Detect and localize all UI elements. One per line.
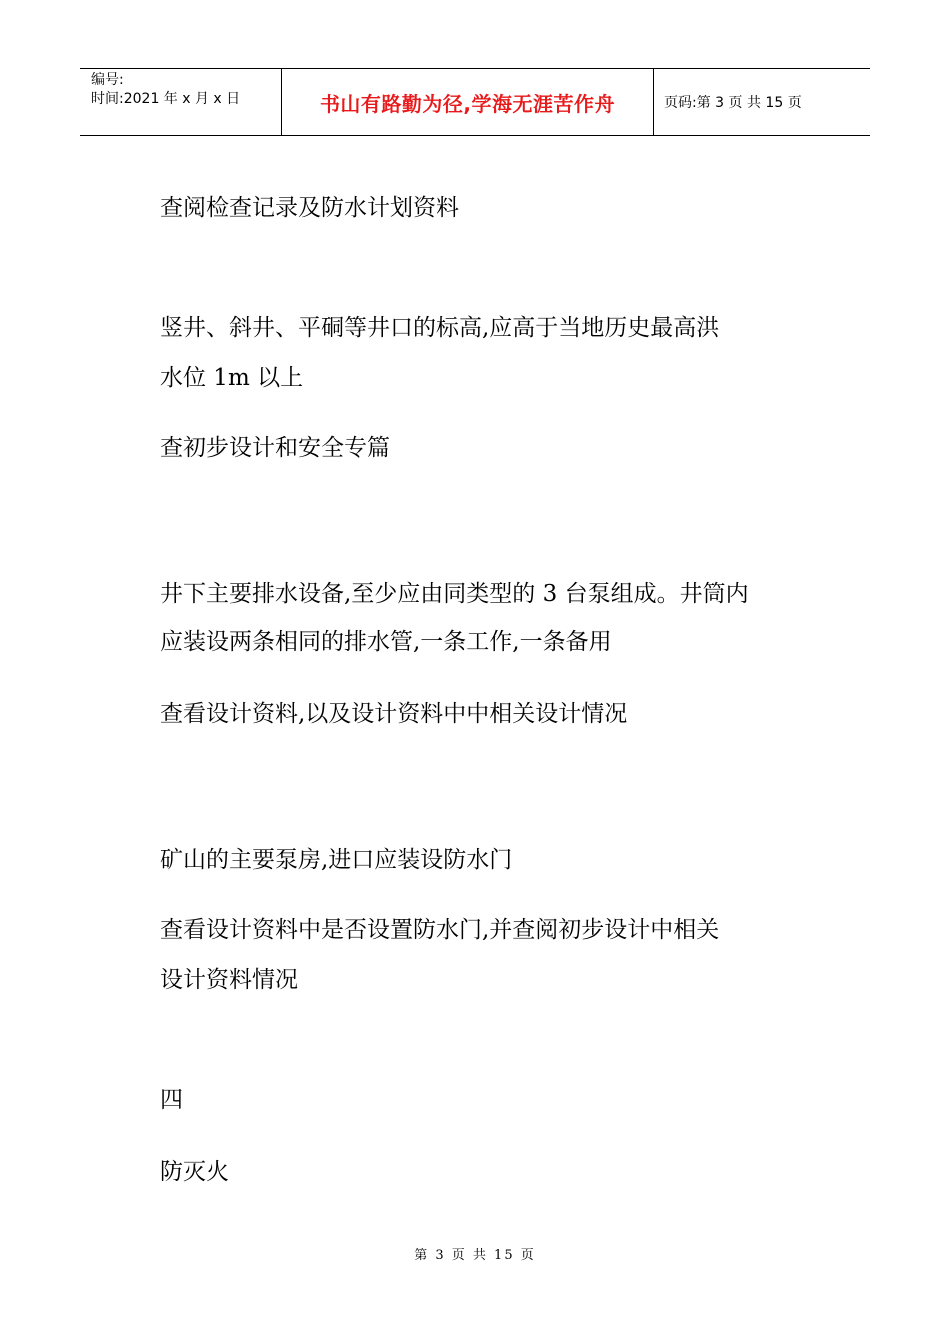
paragraph-check-waterproof-door-line1: 查看设计资料中是否设置防水门,并查阅初步设计中相关	[160, 917, 720, 943]
paragraph-pump-room-door: 矿山的主要泵房,进口应装设防水门	[160, 847, 513, 873]
header-motto-cell	[281, 69, 654, 135]
paragraph-check-records: 查阅检查记录及防水计划资料	[160, 195, 459, 221]
section-title-fire-prevention: 防灭火	[160, 1159, 229, 1185]
document-number-label: 编号:	[91, 72, 124, 88]
paragraph-drainage-equipment-line2: 应装设两条相同的排水管,一条工作,一条备用	[160, 629, 612, 655]
document-date-label: 时间:2021 年 x 月 x 日	[91, 91, 241, 107]
paragraph-wellhead-elevation-line2: 水位 1m 以上	[160, 365, 304, 391]
section-number: 四	[160, 1087, 183, 1113]
paragraph-check-preliminary-design: 查初步设计和安全专篇	[160, 435, 390, 461]
paragraph-check-waterproof-door-line2: 设计资料情况	[160, 967, 298, 993]
document-header	[80, 68, 870, 136]
header-motto: 书山有路勤为径,学海无涯苦作舟	[319, 91, 616, 116]
header-meta-cell	[80, 69, 281, 135]
header-page-cell	[654, 69, 870, 135]
paragraph-drainage-equipment-line1: 井下主要排水设备,至少应由同类型的 3 台泵组成。井筒内	[160, 581, 749, 607]
header-page-info: 页码:第 3 页 共 15 页	[664, 95, 802, 111]
paragraph-wellhead-elevation-line1: 竖井、斜井、平硐等井口的标高,应高于当地历史最高洪	[160, 315, 720, 341]
page-footer: 第 3 页 共 15 页	[414, 1248, 536, 1263]
paragraph-check-design-data: 查看设计资料,以及设计资料中中相关设计情况	[160, 701, 628, 727]
